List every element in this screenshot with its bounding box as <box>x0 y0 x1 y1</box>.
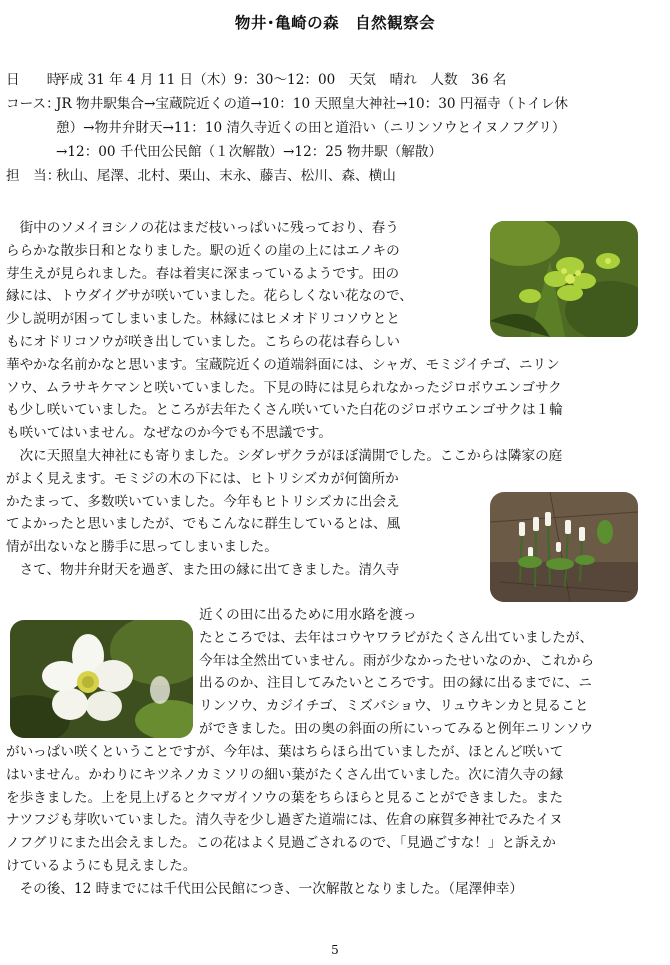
article-body-top <box>6 217 563 582</box>
course-label: コース： <box>6 96 60 112</box>
text-line: 情が出ないなと勝手に思ってしまいました。 <box>6 539 278 556</box>
course-line-3: →12：00 千代田公民館（１次解散）→12：25 物井駅（解散） <box>56 144 443 160</box>
text-line: かたまって、多数咲いていました。今年もヒトリシズカに出会え <box>6 493 400 510</box>
date-text: 平成 31 年 4 月 11 日（木）9：30～12：00 天気 晴れ 人数 36 名 <box>56 72 507 88</box>
text-line: 少し説明が困ってしまいました。林縁にはヒメオドリコソウとと <box>6 311 400 328</box>
chloranthus-photo <box>490 492 638 602</box>
text-line: を歩きました。上を見上げるとクマガイソウの葉をちらほらと見ることができました。また <box>6 789 563 806</box>
text-line: 出るのか、注目してみたいところです。田の縁に出るまでに、ニ <box>199 675 592 692</box>
page-number: 5 <box>331 943 339 957</box>
text-line: けているようにも見えました。 <box>6 857 197 874</box>
spurge-photo <box>490 221 638 337</box>
text-line: ソウ、ムラサキケマンと咲いていました。下見の時には見られなかったジロボウエンゴサク <box>6 379 562 396</box>
text-line: 街中のソメイヨシノの花はまだ枝いっぱいに残っており、春う <box>6 220 399 236</box>
text-line: 次に天照皇大神社にも寄りました。シダレザクラがほぼ満開でした。ここからは隣家の庭 <box>6 447 563 464</box>
text-line: 縁には、トウダイグサが咲いていました。花らしくない花なので、 <box>6 288 413 305</box>
text-line: ナツフジも芽吹いていました。清久寺を少し過ぎた道端には、佐倉の麻賀多神社でみたイヌ <box>6 812 563 829</box>
course-line: JR 物井駅集合→宝蔵院近くの道→10：10 天照皇大神社→10：30 円福寺（トイレ休 <box>56 96 568 112</box>
article-body-right <box>199 604 594 741</box>
event-info <box>6 68 666 188</box>
text-line: 芽生えが見られました。春は着実に深まっているようです。田の <box>6 265 400 282</box>
text-line: もにオドリコソウが咲き出していました。こちらの花は春らしい <box>6 333 400 350</box>
text-line: その後、12 時までには千代田公民館につき、一次解散となりました。（尾澤伸幸） <box>6 880 523 897</box>
text-line: 華やかな名前かなと思います。宝蔵院近くの道端斜面には、シャガ、モミジイチゴ、ニリン <box>6 356 560 373</box>
article-body-bottom <box>6 741 563 901</box>
text-line: 今年は全然出ていません。雨が少なかったせいなのか、これから <box>199 652 595 669</box>
text-line: てよかったと思いましたが、でもこんなに群生しているとは、風 <box>6 516 401 533</box>
anemone-photo <box>10 620 193 738</box>
course-line-2: 憩）→物井弁財天→11：10 清久寺近くの田と道沿い（ニリンソウとイヌノフグリ） <box>56 120 566 136</box>
date-label: 日 時： <box>6 72 74 88</box>
staff-label: 担 当： <box>6 168 61 184</box>
text-line: 近くの田に出るために用水路を渡っ <box>199 607 417 623</box>
course-row <box>6 92 666 116</box>
text-line: はいません。かわりにキツネノカミソリの細い葉がたくさん出ていました。次に清久寺の縁 <box>6 766 564 783</box>
text-line: ができました。田の奥の斜面の所にいってみると例年ニリンソウ <box>199 720 594 737</box>
date-row <box>6 68 666 92</box>
staff-text: 秋山、尾澤、北村、栗山、末永、藤吉、松川、森、横山 <box>56 168 396 184</box>
text-line: も少し咲いていました。ところが去年たくさん咲いていた白花のジロボウエンゴサクは１輪 <box>6 402 563 419</box>
text-line: ららかな散歩日和となりました。駅の近くの崖の上にはエノキの <box>6 242 400 259</box>
staff-row <box>6 164 666 188</box>
text-line: がよく見えます。モミジの木の下には、ヒトリシズカが何箇所か <box>6 470 399 487</box>
text-line: リンソウ、カジイチゴ、ミズバショウ、リュウキンカと見ること <box>199 698 589 715</box>
page-title: 物井･亀崎の森 自然観察会 <box>234 14 436 32</box>
text-line: さて、物井弁財天を過ぎ、また田の縁に出てきました。清久寺 <box>6 561 400 578</box>
text-line: たところでは、去年はコウヤワラビがたくさん出ていましたが、 <box>199 629 594 646</box>
text-line: も咲いてはいません。なぜなのか今でも不思議です。 <box>6 425 332 442</box>
text-line: がいっぱい咲くということですが、今年は、葉はちらほら出ていましたが、ほとんど咲いて <box>6 744 564 760</box>
text-line: ノフグリにまた出会えました。この花はよく見過ごされるので、「見過ごすな！」と訴えか <box>6 835 556 852</box>
